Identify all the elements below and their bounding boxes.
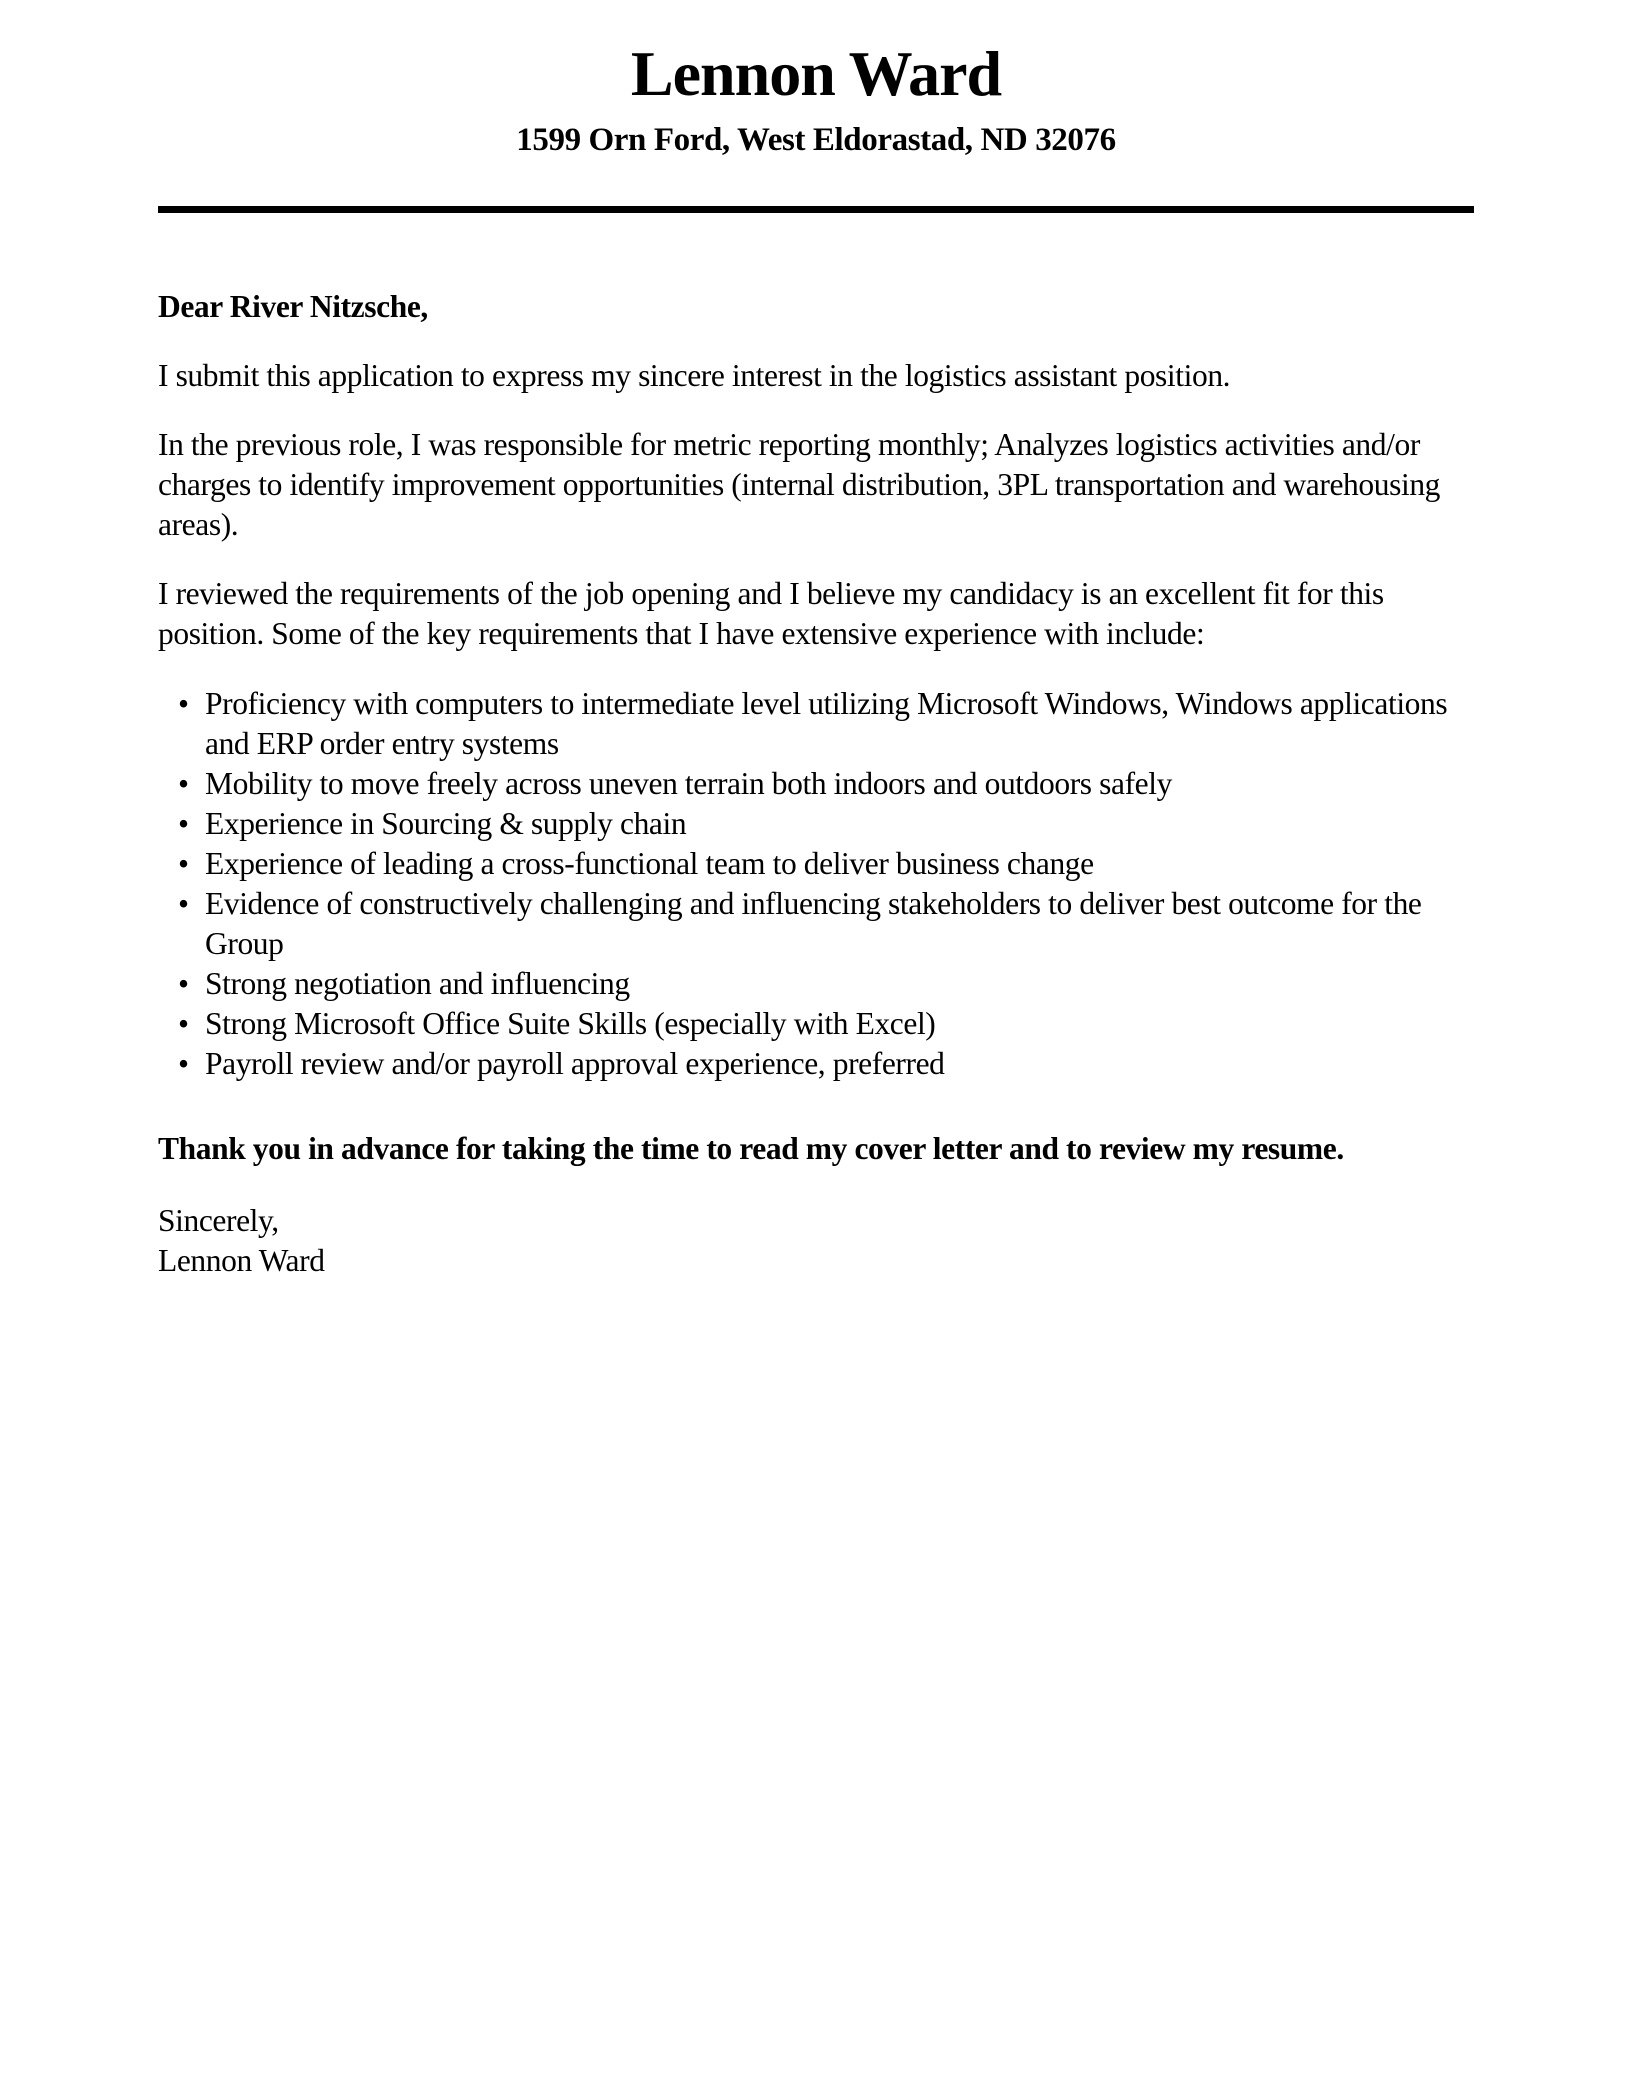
address-line: 1599 Orn Ford, West Eldorastad, ND 32076 [516,122,1116,158]
requirements-intro-paragraph: I reviewed the requirements of the job opening and I believe my candidacy is an excellent fit for this position. Some of the key requirements that I have extensive experience with include: [158,576,1384,651]
list-item: • Experience in Sourcing & supply chain [158,804,1474,844]
intro-paragraph: I submit this application to express my sincere interest in the logistics assistant position. [158,358,1231,393]
requirements-list [158,684,1474,1084]
list-item: • Strong negotiation and influencing [158,964,1474,1004]
letter-content [0,38,1632,1281]
list-item: • Strong Microsoft Office Suite Skills (especially with Excel) [158,1004,1474,1044]
page-title: Lennon Ward [630,38,1002,109]
list-item: • Evidence of constructively challenging and influencing stakeholders to deliver best outcome for the Group [158,884,1474,964]
previous-role-paragraph: In the previous role, I was responsible for metric reporting monthly; Analyzes logistics activities and/or charges to identify improvement opportunities (internal distribution, 3PL transportation and warehousing areas). [158,427,1441,542]
list-item: • Payroll review and/or payroll approval experience, preferred [158,1044,1474,1084]
list-item: • Mobility to move freely across uneven terrain both indoors and outdoors safely [158,764,1474,804]
list-item: • Proficiency with computers to intermediate level utilizing Microsoft Windows, Windows applications and ERP order entry systems [158,684,1474,764]
header-divider-rule [158,206,1474,213]
list-item: • Experience of leading a cross-functional team to deliver business change [158,844,1474,884]
salutation: Dear River Nitzsche, [158,289,428,324]
closing-line: Thank you in advance for taking the time to read my cover letter and to review my resume. [158,1131,1344,1166]
signoff-block [158,1201,1474,1281]
signoff: Sincerely, [158,1203,279,1238]
signature: Lennon Ward [158,1243,325,1278]
